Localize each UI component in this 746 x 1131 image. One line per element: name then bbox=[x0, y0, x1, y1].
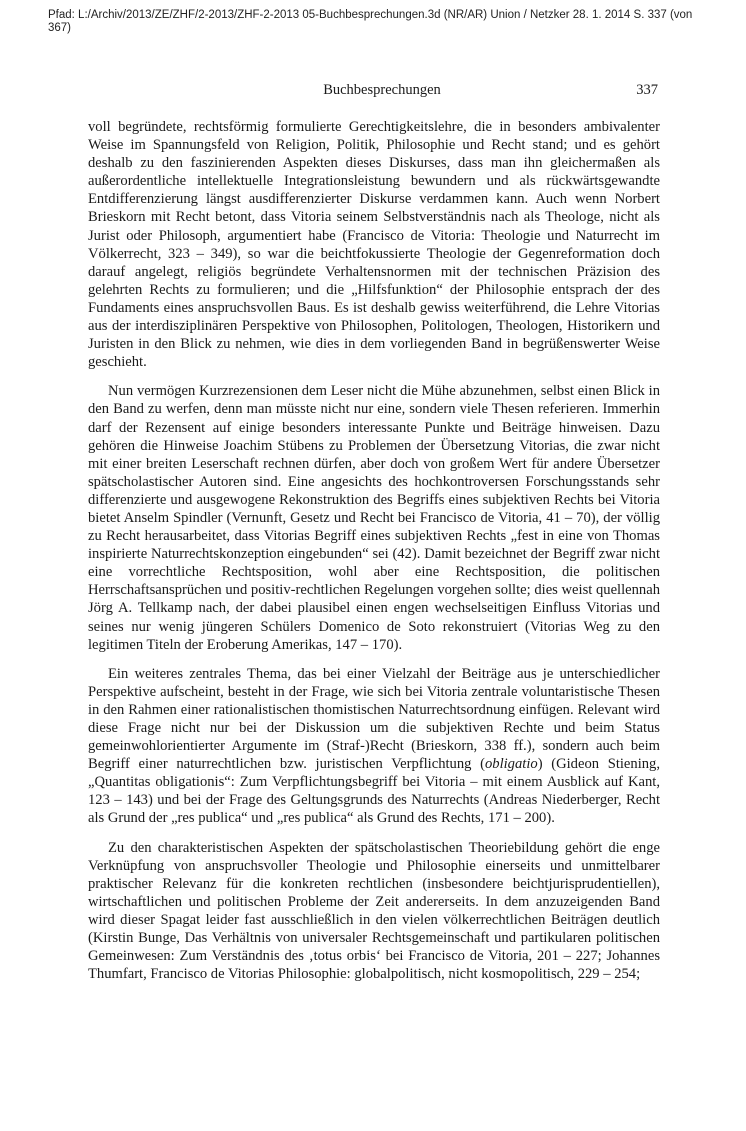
page-number: 337 bbox=[636, 82, 658, 98]
file-path-header: Pfad: L:/Archiv/2013/ZE/ZHF/2-2013/ZHF-2-2013 05-Buchbesprechungen.3d (NR/AR) Union / Netzker 28. 1. 2014 S. 337 (von 367) bbox=[48, 9, 693, 34]
paragraph: Nun vermögen Kurzrezensionen dem Leser nicht die Mühe abzunehmen, selbst einen Blick in den Band zu werfen, denn man müsste nicht nur eine, sondern viele Thesen referieren. Immerhin darf der Rezensent auf einige besonders interessante Punkte und Beiträge hinweisen. Dazu gehören die Hinweise Joachim Stübens zu Problemen der Übersetzung Vitorias, die zwar nicht mit einer breiten Leserschaft rechnen dürfen, aber doch von großem Wert für andere Übersetzer spätscholastischer Autoren sind. Eine angesichts des hochkontroversen Forschungsstands sehr differenzierte und ausgewogene Rekonstruktion des Begriffs eines subjektiven Rechts bei Vitoria bietet Anselm Spindler (Vernunft, Gesetz und Recht bei Francisco de Vitoria, 41 – 70), der völlig zu Recht herausarbeitet, dass Vitorias Begriff eines subjektiven Rechts „fest in eine von Thomas inspirierte Naturrechtskonzeption eingebunden“ sei (42). Damit bezeichnet der Begriff zwar nicht eine vorrechtliche Rechtsposition, wohl aber eine Rechtsposition, die politischen Herrschaftsansprüchen und positiv-rechtlichen Regelungen vorgehen sollte; dies weist quellennah Jörg A. Tellkamp nach, der dabei plausibel einen engen wechselseitigen Einfluss Vitorias und seines nur wenig jüngeren Schülers Domenico de Soto rekonstruiert (Vitorias Weg zu den legitimen Titeln der Eroberung Amerikas, 147 – 170). bbox=[88, 383, 660, 653]
paragraph: voll begründete, rechtsförmig formulierte Gerechtigkeitslehre, die in besonders ambivalenter Weise im Spannungsfeld von Religion, Politik, Philosophie und Recht stand; und es gehört deshalb zu den faszinierenden Aspekten dieses Diskurses, dass man ihn gleichermaßen als außerordentliche intellektuelle Integrationsleistung bewundern und als rückwärtsgewandte Entdifferenzierung längst ausdifferenzierter Diskurse verdammen kann. Auch wenn Norbert Brieskorn mit Recht betont, dass Vitoria seinem Selbstverständnis nach als Theologe, nicht als Jurist oder Philosoph, argumentiert habe (Francisco de Vitoria: Theologie und Naturrecht im Völkerrecht, 323 – 349), so war die beichtfokussierte Theologie der Gegenreformation doch darauf angelegt, religiös begründete Verhaltensnormen mit der technischen Präzision des gelehrten Rechts zu formulieren; und die „Hilfsfunktion“ der Philosophie entsprach der des Fundaments eines anspruchsvollen Baus. Es ist deshalb gewiss weiterführend, die Lehre Vitorias aus der interdisziplinären Perspektive von Philosophen, Politologen, Theologen, Historikern und Juristen in den Blick zu nehmen, wie dies in dem vorliegenden Band in begrüßenswerter Weise geschieht. bbox=[88, 119, 660, 371]
running-head bbox=[106, 82, 658, 102]
paragraph: Zu den charakteristischen Aspekten der spätscholastischen Theoriebildung gehört die enge Verknüpfung von anspruchsvoller Theologie und Philosophie einerseits und unmittelbarer praktischer Relevanz für die konkreten rechtlichen (insbesondere beichtjurisprudentiellen), wirtschaftlichen und politischen Probleme der Zeit andererseits. In dem anzuzeigenden Band wird dieser Spagat leider fast ausschließlich in den vielen völkerrechtlichen Beiträgen deutlich (Kirstin Bunge, Das Verhältnis von universaler Rechtsgemeinschaft und partikularen politischen Gemeinwesen: Zum Verständnis des ‚totus orbis‘ bei Francisco de Vitoria, 201 – 227; Johannes Thumfart, Francisco de Vitorias Philosophie: globalpolitisch, nicht kosmopolitisch, 229 – 254; bbox=[88, 839, 660, 983]
paragraph: Ein weiteres zentrales Thema, das bei einer Vielzahl der Beiträge aus je unterschiedlicher Perspektive aufscheint, besteht in der Frage, wie sich bei Vitoria zentrale voluntaristische Thesen in den Rahmen einer rationalistischen thomistischen Naturrechtsordnung einfügen. Relevant wird diese Frage nicht nur bei der Diskussion um die subjektiven Rechte und beim Status gemeinwohlorientierter Argumente im (Straf-)Recht (Brieskorn, 338 ff.), sondern auch beim Begriff einer naturrechtlichen bzw. juristischen Verpflichtung (obligatio) (Gideon Stiening, „Quantitas obligationis“: Zum Verpflichtungsbegriff bei Vitoria – mit einem Ausblick auf Kant, 123 – 143) und bei der Frage des Geltungsgrunds des Naturrechts (Andreas Niederberger, Recht als Grund der „res publica“ und „res publica“ als Grund des Rechts, 171 – 200). bbox=[88, 665, 660, 827]
section-title: Buchbesprechungen bbox=[323, 82, 441, 98]
body-text bbox=[88, 118, 660, 994]
italic-term: obligatio bbox=[484, 756, 538, 773]
